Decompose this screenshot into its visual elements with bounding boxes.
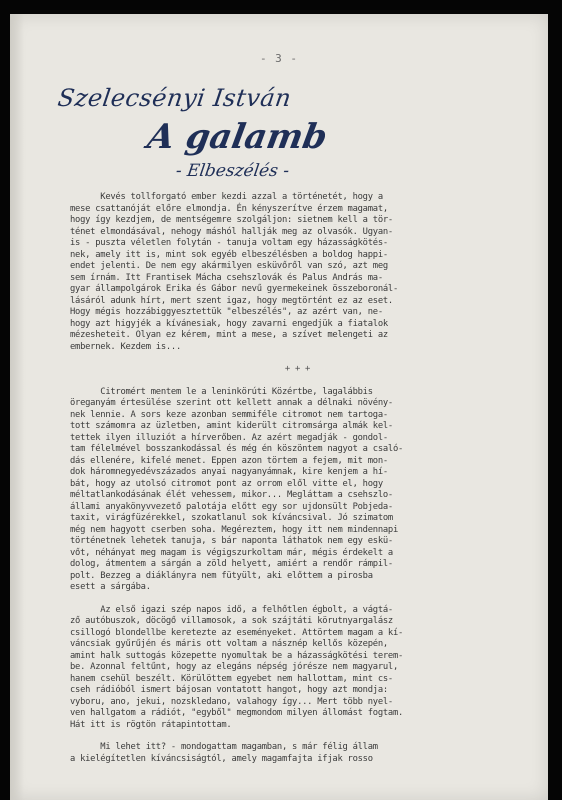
text-line: amint halk suttogás közepette nyomultak be a házasságkötési terem-: [70, 650, 404, 661]
text-line: cseh rádióból ismert bájosan vontatott hangot, hogy azt mondja:: [70, 685, 388, 695]
text-line: még nem hagyott cserben soha. Megéreztem, hogy itt nem mindennapi: [70, 524, 399, 535]
text-line: polt. Bezzeg a diáklányra nem fütyült, aki előttem a pirosba: [70, 570, 373, 581]
text-line: sem írnám. Itt Frantisek Mácha csehszlovák és Palus András ma-: [70, 272, 383, 283]
text-line: ven hallgatom a rádiót, "egyből" megmondom milyen állomást fogtam.: [70, 708, 404, 718]
text-line: endet jelenti. De nem egy akármilyen esküvőről van szó, azt meg: [70, 261, 388, 271]
text-line: mézesheteit. Olyan ez kérem, mint a mese, a szívet melengeti az: [70, 330, 388, 340]
text-line: csillogó blondellbe keretezte az eseményeket. Attörtem magam a kí-: [70, 627, 404, 638]
text-line: ténet elmondásával, nehogy máshól hallják meg az olvasók. Ugyan-: [70, 226, 393, 237]
text-line: vyboru, ano, jekui, nozskledano, valahogy így... Mert több nyel-: [70, 696, 393, 707]
text-line: hanem csehül beszélt. Körülöttem egyebet nem hallottam, mint cs-: [70, 673, 393, 684]
text-line: Hogy mégis hozzábiggyesztettük "elbeszélés", az azért van, ne-: [70, 307, 383, 317]
text-line: mese csattanóját előre elmondja. Én kényszerítve érzem magamat,: [70, 203, 388, 214]
text-line: bát, hogy az utolsó citromot pont az orrom elől vitte el, hogy: [70, 478, 383, 489]
story-subtitle: - Elbeszélés -: [174, 161, 291, 181]
text-line: esett a sárgába.: [70, 582, 151, 592]
text-line: Az első igazi szép napos idő, a felhőtlen égbolt, a vágtá-: [70, 604, 393, 615]
story-body: [70, 192, 525, 765]
paragraph-3: [70, 605, 525, 732]
text-line: dok háromnegyedévszázados anyai nagyanyámnak, kire kenjem a hí-: [70, 467, 388, 477]
text-line: nek lennie. A sors keze azonban semmiféle citromot nem tartoga-: [70, 409, 388, 420]
page-number: - 3 -: [259, 52, 299, 65]
text-line: gyar állampolgárok Erika és Gábor nevű gyermekeinek összeboronál-: [70, 284, 399, 294]
paragraph-4: [70, 742, 525, 765]
section-separator: + + +: [284, 364, 311, 374]
text-line: méltatlankodásának élét vehessem, mikor... Megláttam a csehszlo-: [70, 490, 393, 500]
paragraph-1: [70, 192, 525, 353]
text-line: tettek ilyen illuziót a hírverőben. Az azért megadják - gondol-: [70, 432, 388, 443]
story-title: A galamb: [144, 117, 331, 157]
text-line: Mi lehet itt? - mondogattam magamban, s már félig állam: [70, 742, 378, 752]
text-line: vőt, néhányat meg magam is végigszurkoltam már, mégis érdekelt a: [70, 547, 393, 558]
text-line: embernek. Kezdem is...: [70, 341, 182, 352]
text-line: váncsiak gyűrűjén és máris ott voltam a násznép kellős közepén,: [70, 639, 388, 649]
text-line: tam félelmével bosszankodással és még én köszöntem nagyot a csaló-: [70, 444, 404, 454]
text-line: Citromért mentem le a leninkörúti Közértbe, lagalábbis: [70, 386, 373, 397]
text-line: történetnek lehetek tanuja, s bár naponta láthatok nem egy eskü-: [70, 536, 393, 546]
paragraph-2: [70, 387, 525, 594]
text-line: Kevés tollforgató ember kezdi azzal a történetét, hogy a: [70, 192, 383, 202]
text-line: taxit, virágfüzérekkel, szokatlanul sok kíváncsival. Jó szimatom: [70, 513, 393, 523]
text-line: be. Azonnal feltűnt, hogy az elegáns népség jórésze nem magyarul,: [70, 662, 399, 672]
text-line: hogy azt higyjék a kívánesiak, hogy zavarni engedjük a fiatalok: [70, 318, 388, 329]
text-line: állami anyakönyvvezető palotája előtt egy sor ujdonsült Pobjeda-: [70, 501, 393, 512]
text-line: hogy így kezdjem, de mentségemre szolgáljon: sietnem kell a tör-: [70, 215, 393, 225]
text-line: öreganyám értesülése szerint ott kellett annak a délnaki növény-: [70, 398, 393, 408]
text-line: dolog, átmentem a sárgán a zöld helyett, amiért a rendőr rámpil-: [70, 559, 393, 569]
text-line: nek, amely itt is, mint sok egyéb elbeszélésben a boldog happi-: [70, 249, 388, 260]
text-line: ző autóbuszok, döcögő villamosok, a sok szájtáti körutnyargalász: [70, 616, 393, 626]
text-line: lásáról adunk hírt, mert szent igaz, hogy megtörtént ez az eset.: [70, 295, 393, 306]
text-line: tott számomra az üzletben, amint kiderült citromsárga almák kel-: [70, 421, 393, 431]
author-name: Szelecsényi István: [56, 84, 294, 112]
text-line: dás ellenére, kifelé menet. Eppen azon törtem a fejem, mit mon-: [70, 455, 388, 466]
text-line: is - puszta véletlen folytán - tanuja voltam egy házasságkötés-: [70, 238, 388, 248]
document-page: [10, 14, 548, 800]
text-line: a kielégítetlen kíváncsiságtól, amely magamfajta ifjak rosso: [70, 753, 373, 764]
text-line: Hát itt is rögtön rátapintottam.: [70, 719, 232, 730]
